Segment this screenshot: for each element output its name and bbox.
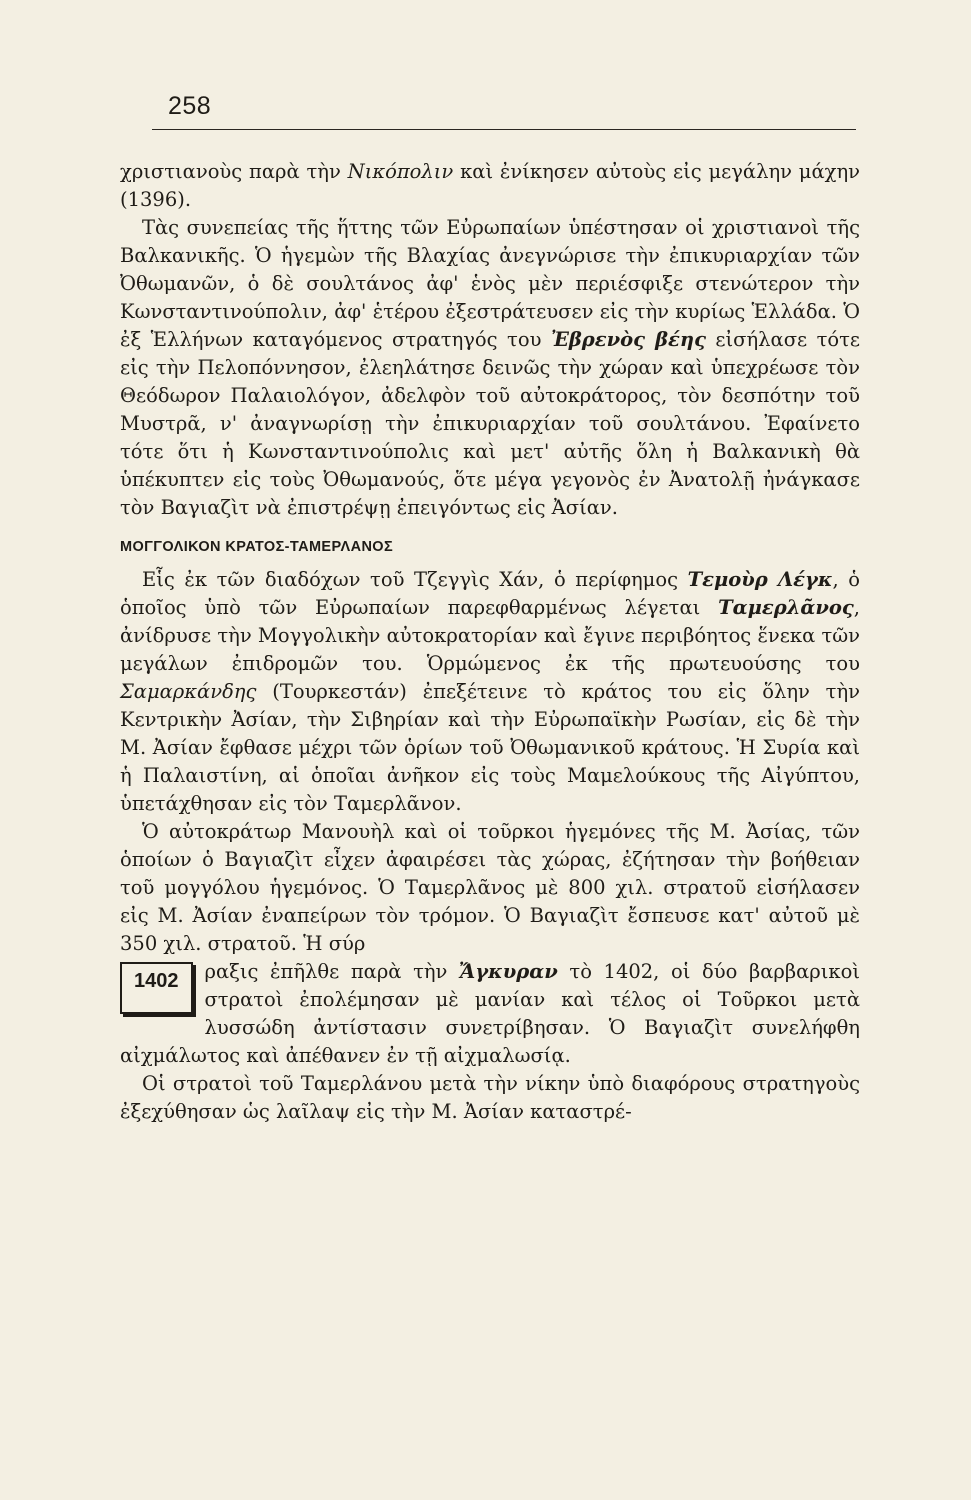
- text-run: τὸ 1402, οἱ δύο βαρβαρικοὶ στρατοὶ ἐπολέμησαν μὲ μανίαν καὶ τέλος οἱ Τοῦρκοι μετὰ λυσσώδη ἀντίστασιν συνετρίβησαν. Ὁ Βαγιαζὶτ συνελήφθη αἰχμάλωτος καὶ ἀπέθανεν ἐν τῇ αἰχμαλωσίᾳ.: [120, 960, 860, 1067]
- person-name: Τεμοὺρ Λέγκ: [687, 568, 833, 591]
- paragraph-4: [120, 818, 860, 958]
- text-run: , ὁ ὁποῖος ὑπὸ τῶν Εὐρωπαίων παρεφθαρμένως λέγεται: [120, 568, 861, 619]
- paragraph-2: [120, 214, 860, 522]
- text-run: καὶ ἐνίκησεν αὐτοὺς εἰς μεγάλην μάχην (1396).: [120, 160, 860, 211]
- text-run: Τὰς συνεπείας τῆς ἥττης τῶν Εὐρωπαίων ὑπέστησαν οἱ χριστιανοὶ τῆς Βαλκανικῆς. Ὁ ἡγεμὼν τῆς Βλαχίας ἀνεγνώρισε τὴν ἐπικυριαρχίαν τῶν Ὀθωμανῶν, ὁ δὲ σουλτάνος ἀφ' ἑνὸς μὲν περιέσφιξε στενώτερον τὴν Κωνσταντινούπολιν, ἀφ' ἑτέρου ἐξεστράτευσεν εἰς τὴν κυρίως Ἑλλάδα. Ὁ ἐξ Ἑλλήνων καταγόμενος στρατηγός του: [120, 216, 860, 351]
- year-margin-box: 1402: [120, 962, 193, 1014]
- text-run: Ὁ αὐτοκράτωρ Μανουὴλ καὶ οἱ τοῦρκοι ἡγεμόνες τῆς Μ. Ἀσίας, τῶν ὁποίων ὁ Βαγιαζὶτ εἶχεν ἀφαιρέσει τὰς χώρας, ἐζήτησαν τὴν βοήθειαν τοῦ μογγόλου ἡγεμόνος. Ὁ Ταμερλᾶνος μὲ 800 χιλ. στρατοῦ εἰσήλασεν εἰς Μ. Ἀσίαν ἐναπείρων τὸν τρόμον. Ὁ Βαγιαζὶτ ἔσπευσε κατ' αὐτοῦ μὲ 350 χιλ. στρατοῦ. Ἡ σύρ: [120, 820, 860, 955]
- text-run: χριστιανοὺς παρὰ τὴν: [120, 160, 348, 183]
- text-run: Εἷς ἐκ τῶν διαδόχων τοῦ Τζεγγὶς Χάν, ὁ περίφημος: [142, 568, 688, 591]
- paragraph-3: [120, 566, 860, 818]
- paragraph-5: [120, 958, 860, 1070]
- paragraph-6: [120, 1070, 860, 1126]
- person-name: Ἐβρενὸς βέης: [550, 328, 706, 351]
- person-name: Ταμερλᾶνος: [718, 596, 854, 619]
- paragraph-1: [120, 158, 860, 214]
- place-name: Ἄγκυραν: [459, 960, 558, 983]
- text-run: ραξις ἐπῆλθε παρὰ τὴν: [204, 960, 460, 983]
- header-rule: [152, 129, 856, 130]
- body-text: [120, 158, 860, 1126]
- text-run: εἰσήλασε τότε εἰς τὴν Πελοπόννησον, ἐλεηλάτησε δεινῶς τὴν χώραν καὶ ὑπεχρέωσε τὸν Θεόδωρον Παλαιολόγον, ἀδελφὸν τοῦ αὐτοκράτορος, τὸν δεσπότην τοῦ Μυστρᾶ, ν' ἀναγνωρίσῃ τὴν ἐπικυριαρχίαν τοῦ σουλτάνου. Ἐφαίνετο τότε ὅτι ἡ Κωνσταντινούπολις καὶ μετ' αὐτῆς ὅλη ἡ Βαλκανικὴ θὰ ὑπέκυπτεν εἰς τοὺς Ὀθωμανούς, ὅτε μέγα γεγονὸς ἐν Ἀνατολῇ ἠνάγκασε τὸν Βαγιαζὶτ νὰ ἐπιστρέψῃ ἐπειγόντως εἰς Ἀσίαν.: [120, 328, 861, 519]
- place-name: Νικόπολιν: [347, 160, 454, 183]
- text-run: , ἀνίδρυσε τὴν Μογγολικὴν αὐτοκρατορίαν καὶ ἔγινε περιβόητος ἕνεκα τῶν μεγάλων ἐπιδρομῶν του. Ὁρμώμενος ἐκ τῆς πρωτευούσης του: [120, 596, 860, 675]
- text-run: Οἱ στρατοὶ τοῦ Ταμερλάνου μετὰ τὴν νίκην ὑπὸ διαφόρους στρατηγοὺς ἐξεχύθησαν ὡς λαῖλαψ εἰς τὴν Μ. Ἀσίαν καταστρέ-: [120, 1072, 860, 1123]
- section-heading: ΜΟΓΓΟΛΙΚΟΝ ΚΡΑΤΟΣ-ΤΑΜΕΡΛΑΝΟΣ: [120, 539, 394, 555]
- text-run: (Τουρκεστάν) ἐπεξέτεινε τὸ κράτος του εἰς ὅλην τὴν Κεντρικὴν Ἀσίαν, τὴν Σιβηρίαν καὶ τὴν Εὐρωπαϊκὴν Ρωσίαν, εἰς δὲ τὴν Μ. Ἀσίαν ἔφθασε μέχρι τῶν ὁρίων τοῦ Ὀθωμανικοῦ κράτους. Ἡ Συρία καὶ ἡ Παλαιστίνη, αἱ ὁποῖαι ἀνῆκον εἰς τοὺς Μαμελούκους τῆς Αἰγύπτου, ὑπετάχθησαν εἰς τὸν Ταμερλᾶνον.: [120, 680, 860, 815]
- page-number: 258: [168, 92, 212, 120]
- place-name: Σαμαρκάνδης: [120, 680, 257, 703]
- paragraph-5-text: [120, 958, 860, 1070]
